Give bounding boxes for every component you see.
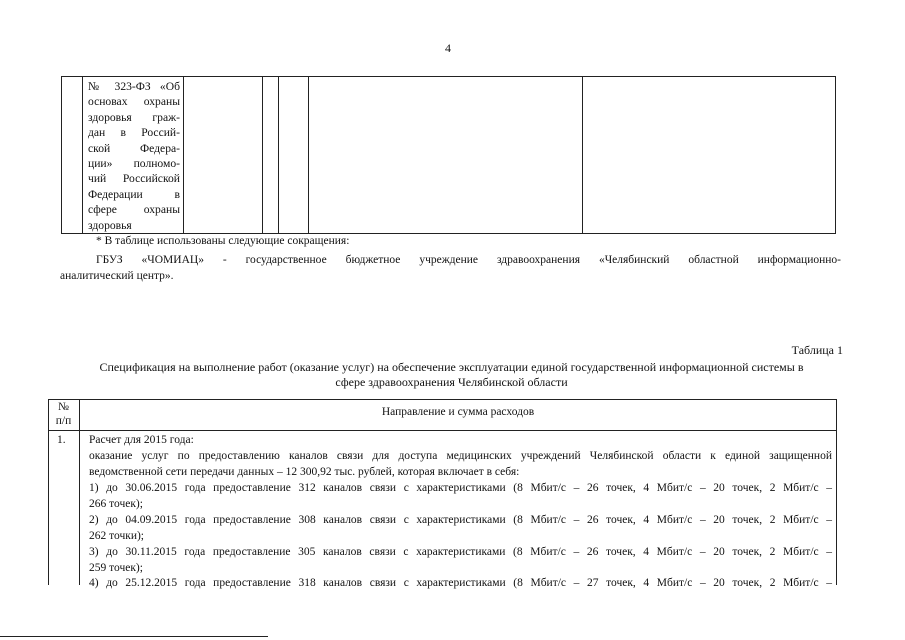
spec-table-border xyxy=(48,430,837,431)
abbrev-line: ГБУЗ «ЧОМИАЦ» - государственное бюджетное учреждение здравоохранения «Челябинский областной информационно- xyxy=(96,254,841,266)
spec-row-line: Расчет для 2015 года: xyxy=(89,434,194,446)
table-label: Таблица 1 xyxy=(791,343,843,357)
spec-row-line: 1) до 30.06.2015 года предоставление 312 каналов связи с характеристиками (8 Мбит/с – 26 точек, 4 Мбит/с – 20 точек, 2 Мбит/с – xyxy=(89,482,832,494)
spec-table-border xyxy=(836,399,837,585)
spec-row-number: 1. xyxy=(57,434,66,446)
spec-row-line: оказание услуг по предоставлению каналов связи для доступа медицинских учреждений Челябинской области к единой защищенной xyxy=(89,450,832,462)
spec-table-border xyxy=(48,399,837,400)
spec-header-number-line: п/п xyxy=(55,415,72,427)
law-table-top-border xyxy=(61,76,836,77)
law-table-border xyxy=(308,76,309,234)
spec-row-line: 262 точки); xyxy=(89,530,145,542)
law-table-border xyxy=(183,76,184,234)
spec-row-line: 3) до 30.11.2015 года предоставление 305 каналов связи с характеристиками (8 Мбит/с – 26 точек, 4 Мбит/с – 20 точек, 2 Мбит/с – xyxy=(89,546,832,558)
law-table-border xyxy=(61,76,62,234)
spec-title: Спецификация на выполнение работ (оказание услуг) на обеспечение эксплуатации единой государственной информационной системы в xyxy=(99,360,804,374)
spec-table-border xyxy=(79,399,80,585)
spec-row-line: 2) до 04.09.2015 года предоставление 308 каналов связи с характеристиками (8 Мбит/с – 26 точек, 4 Мбит/с – 20 точек, 2 Мбит/с – xyxy=(89,514,832,526)
law-table-text-line: чий Российской xyxy=(88,172,180,186)
spec-header-number-line: № xyxy=(58,401,69,413)
law-table-border xyxy=(835,76,836,234)
law-table-text-line: здоровья xyxy=(88,218,132,232)
spec-row-line: 4) до 25.12.2015 года предоставление 318 каналов связи с характеристиками (8 Мбит/с – 27 точек, 4 Мбит/с – 20 точек, 2 Мбит/с – xyxy=(89,577,832,589)
law-table-text-line: ской Федера- xyxy=(88,141,180,155)
law-table-text-line: Федерации в xyxy=(88,187,180,201)
law-table-border xyxy=(82,76,83,234)
law-table-bottom-border xyxy=(61,233,836,234)
law-table-text-line: дан в Россий- xyxy=(88,126,180,140)
law-table-text-line: сфере охраны xyxy=(88,203,180,217)
law-table-text-line: здоровья граж- xyxy=(88,110,180,124)
law-table-text-line: № 323-ФЗ «Об xyxy=(88,80,180,93)
spec-row-line: 266 точек); xyxy=(89,498,143,510)
law-table-border xyxy=(262,76,263,234)
spec-header-direction: Направление и сумма расходов xyxy=(381,406,535,418)
law-table-text-line: ции» полномо- xyxy=(88,157,180,170)
law-table-text-line: основах охраны xyxy=(88,95,180,109)
spec-row-line: ведомственной сети передачи данных – 12 300,92 тыс. рублей, которая включает в себя: xyxy=(89,466,520,478)
footnote-separator xyxy=(0,636,268,637)
spec-title: сфере здравоохранения Челябинской области xyxy=(335,375,568,389)
abbrev-header: * В таблице использованы следующие сокращения: xyxy=(96,235,350,247)
spec-header-number xyxy=(48,400,79,428)
spec-row-line: 259 точек); xyxy=(89,562,143,574)
law-table-border xyxy=(582,76,583,234)
law-table-border xyxy=(278,76,279,234)
page-number: 4 xyxy=(445,41,451,55)
abbrev-line: аналитический центр». xyxy=(60,270,174,282)
